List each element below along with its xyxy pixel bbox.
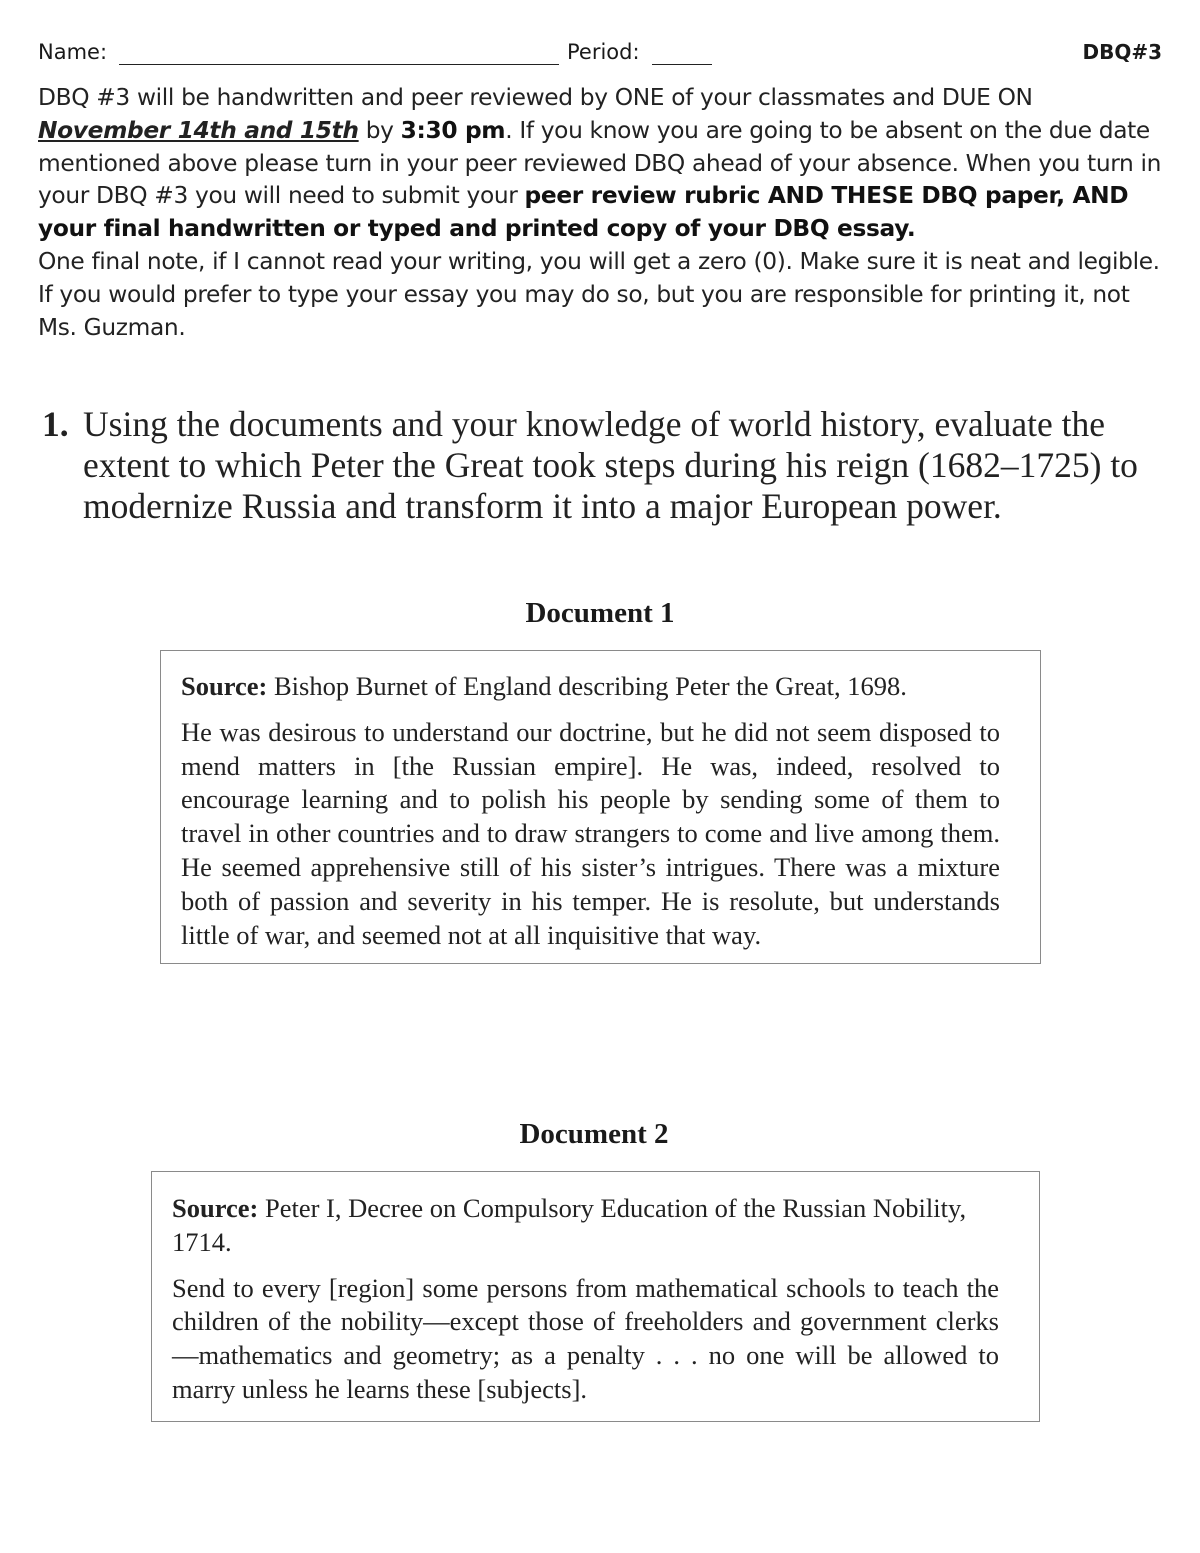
document-1-box bbox=[160, 650, 1041, 964]
source-label: Source: bbox=[172, 1193, 259, 1223]
question-number: 1. bbox=[42, 404, 69, 444]
instructions-text: DBQ #3 will be handwritten and peer reviewed by ONE of your classmates and DUE ON bbox=[38, 84, 1033, 111]
instructions bbox=[38, 82, 1162, 344]
name-label: Name: bbox=[38, 40, 108, 64]
student-header bbox=[38, 40, 1162, 70]
instructions-text: . bbox=[906, 215, 916, 243]
assignment-code: DBQ#3 bbox=[1082, 40, 1162, 64]
period-label: Period: bbox=[567, 40, 640, 64]
name-blank-line[interactable] bbox=[119, 64, 559, 65]
question-text: Using the documents and your knowledge of world history, evaluate the extent to which Peter the Great took steps during his reign (1682–1725) to modernize Russia and transform it into a major European power. bbox=[83, 404, 1138, 526]
instructions-text: by bbox=[358, 116, 401, 144]
document-2-source bbox=[172, 1192, 999, 1260]
instructions-text: . If you know you are going to be absent on the due date mentioned above please turn in your peer reviewed DBQ ahead of your absence. When you turn in your DBQ #3 you will need to submit your bbox=[38, 116, 1162, 210]
document-1-body: He was desirous to understand our doctrine, but he did not seem disposed to mend matters in [the Russian empire]. He was, indeed, resolved to encourage learning and to polish his people by sending some of them to travel in other countries and to draw strangers to come and live among them. He seemed apprehensive still of his sister’s intrigues. There was a mixture both of passion and severity in his temper. He is resolute, but understands little of war, and seemed not at all inquisitive that way. bbox=[181, 716, 1000, 950]
source-text: Bishop Burnet of England describing Peter the Great, 1698. bbox=[267, 671, 907, 701]
document-1-title: Document 1 bbox=[525, 597, 675, 629]
instructions-paragraph-1 bbox=[38, 82, 1162, 246]
instructions-paragraph-2: One final note, if I cannot read your writing, you will get a zero (0). Make sure it is neat and legible. If you would prefer to type your essay you may do so, but you are responsible for printing it, not Ms. Guzman. bbox=[38, 247, 1160, 341]
document-2-box bbox=[151, 1171, 1040, 1422]
document-2-body: Send to every [region] some persons from mathematical schools to teach the children of the nobility—except those of freeholders and government clerks—mathematics and geometry; as a penalty . . . no one will be allowed to marry unless he learns these [subjects]. bbox=[172, 1272, 999, 1404]
period-blank-line[interactable] bbox=[652, 64, 712, 65]
source-label: Source: bbox=[181, 671, 268, 701]
document-2-title: Document 2 bbox=[519, 1118, 669, 1150]
due-time: 3:30 pm bbox=[400, 116, 506, 144]
due-dates: November 14th and 15th bbox=[38, 116, 359, 144]
source-text: Peter I, Decree on Compulsory Education of the Russian Nobility, 1714. bbox=[172, 1193, 967, 1257]
submission-requirements: peer review rubric AND THESE DBQ paper, AND your final handwritten or typed and printed copy of your DBQ essay bbox=[38, 182, 1129, 243]
essay-question bbox=[42, 404, 1162, 527]
document-1-source bbox=[181, 670, 1000, 704]
